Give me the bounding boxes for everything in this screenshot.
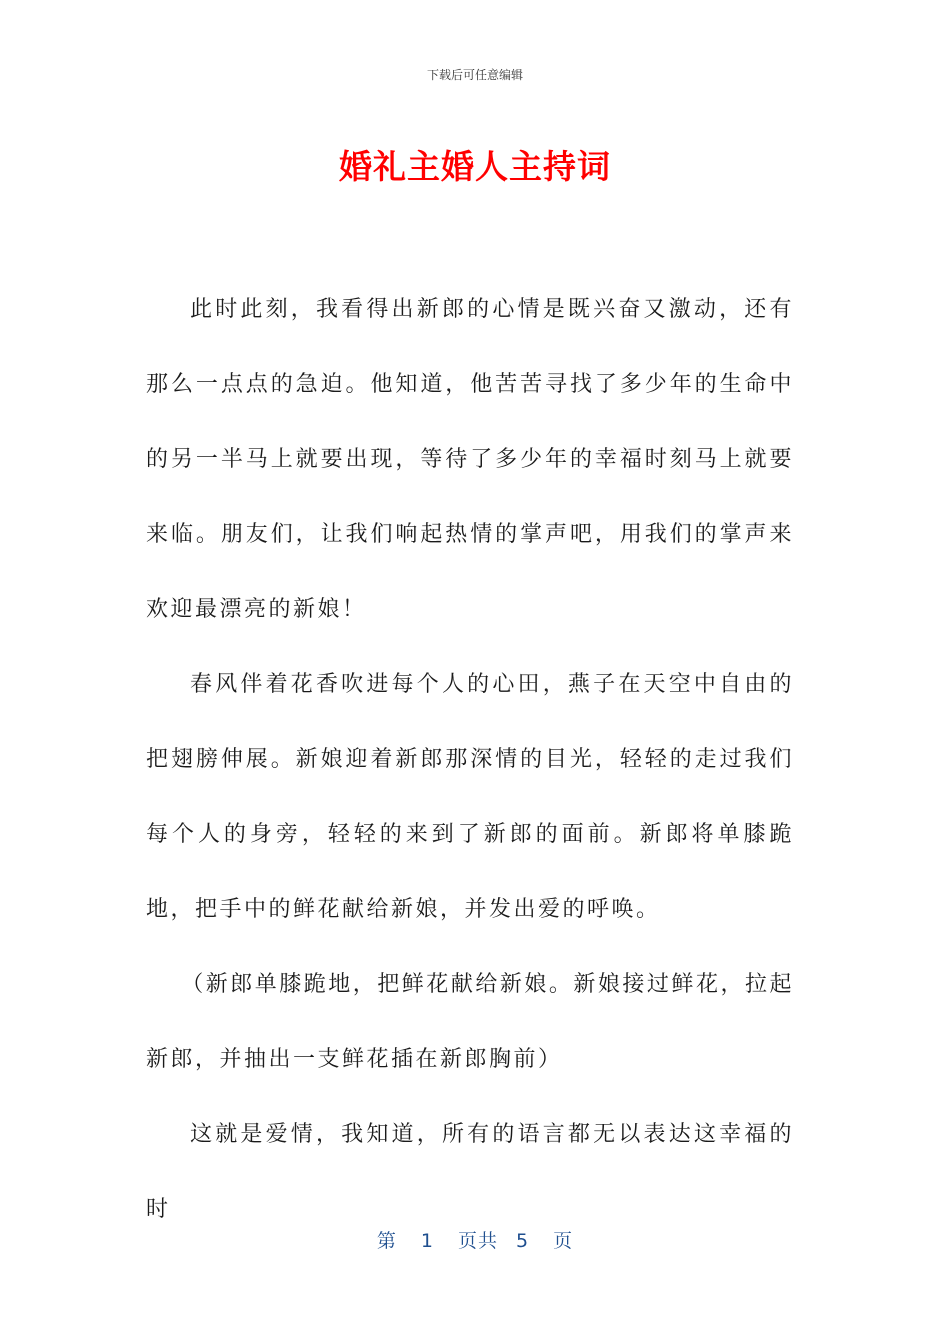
paragraph-1: 此时此刻，我看得出新郎的心情是既兴奋又激动，还有那么一点点的急迫。他知道，他苦苦寻找了多少年的生命中的另一半马上就要出现，等待了多少年的幸福时刻马上就要来临。朋友们，让我们响起热情的掌声吧，用我们的掌声来欢迎最漂亮的新娘！	[146, 297, 794, 622]
page-footer	[0, 1226, 950, 1253]
footer-page-number: 1	[420, 1230, 434, 1252]
footer-prefix: 第	[376, 1230, 397, 1252]
document-title: 婚礼主婚人主持词	[339, 147, 611, 186]
paragraph-3: （新郎单膝跪地，把鲜花献给新娘。新娘接过鲜花，拉起新郎，并抽出一支鲜花插在新郎胸前）	[146, 972, 794, 1072]
footer-suffix: 页	[553, 1230, 574, 1252]
header-note: 下载后可任意编辑	[426, 68, 523, 82]
document-body	[146, 272, 794, 1247]
paragraph-4: 这就是爱情，我知道，所有的语言都无以表达这幸福的时	[146, 1122, 794, 1222]
paragraph-2: 春风伴着花香吹进每个人的心田，燕子在天空中自由的把翅膀伸展。新娘迎着新郎那深情的目光，轻轻的走过我们每个人的身旁，轻轻的来到了新郎的面前。新郎将单膝跪地，把手中的鲜花献给新娘，并发出爱的呼唤。	[146, 672, 794, 922]
footer-middle: 页共	[457, 1230, 498, 1252]
footer-total-pages: 5	[516, 1230, 530, 1252]
